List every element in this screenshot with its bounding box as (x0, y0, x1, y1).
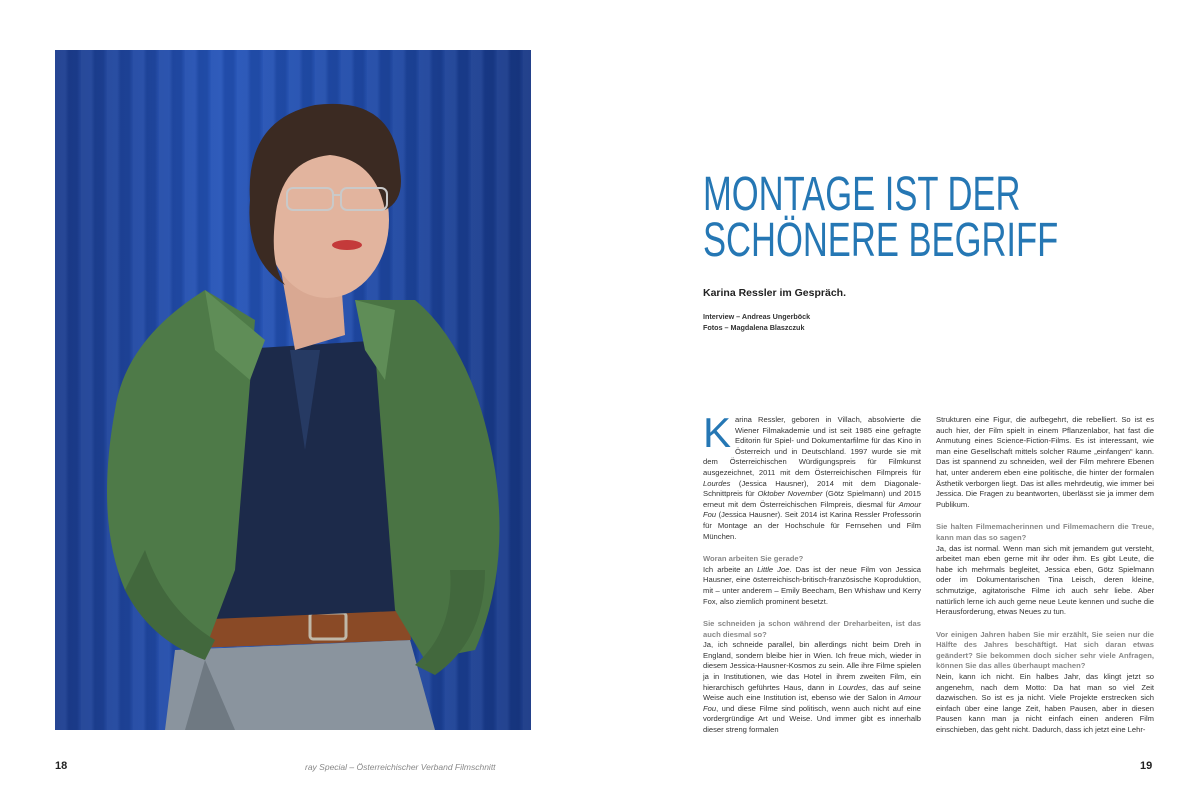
film-title: Amour Fou (703, 499, 921, 520)
answer-text: . Das ist der neue Film von Jessica Hausner, eine österreichisch-britisch-französische Koproduktion, mit – unter anderem – Emily Beecham, Ben Whishaw und Kerry Fox, also ziemlich prominent besetzt. (703, 564, 922, 606)
page-number-left: 18 (55, 760, 68, 772)
film-title: Amour Fou (703, 693, 921, 713)
portrait-illustration (55, 50, 531, 730)
continued-answer: Strukturen eine Figur, die aufbegehrt, die rebelliert. So ist es auch hier, der Film spielt in einem Pflanzenlabor, hat fast die Anmutung eines Science-Fiction-Films. Es ist interessant, wie man eine Gesellschaft mittels solcher Räume „einfangen“ kann. Das ist spannend zu schneiden, weil der Film mehrere Ebenen hat, unter anderem eben eine politische, die hinter der formalen Ästhetik verborgen liegt. Das ist alles mehrdeutig, wie immer bei Jessica. Die Fragen zu beantworten, überlässt sie ja immer dem Publikum. (936, 415, 1154, 509)
portrait-photo (55, 50, 531, 730)
interview-question: Woran arbeiten Sie gerade? (703, 554, 804, 564)
answer-text: Ich arbeite an (703, 564, 758, 574)
answer-text: Ja, ich schneide parallel, bin allerdings nicht beim Dreh in England, sondern bleibe hier in Wien. Ich freue mich, wieder in diesem Jessica-Hausner-Kosmos zu sein. Alle ihre Filme spielen ja in Institutionen, wie das Hotel in ihrem zweiten Film, ein hierarchisch geführtes Haus, dann in (703, 640, 921, 692)
headline-line-1: MONTAGE IST DER (703, 168, 1021, 221)
page-number-right: 19 (1140, 760, 1153, 772)
article-subtitle: Karina Ressler im Gespräch. (703, 287, 846, 299)
interview-question: Vor einigen Jahren haben Sie mir erzählt, Sie seien nur die Hälfte des Jahres beschäftigt. Hat sich daran etwas geändert? Sie bekommen doch sicher sehr viele Anfragen, können Sie das alles überhaupt machen? (936, 629, 1154, 671)
interview-credit: Interview – Andreas Ungerböck (703, 312, 811, 321)
intro-text: arina Ressler, geboren in Villach, absolvierte die Wiener Filmakademie und ist seit 1985 eine gefragte Editorin für Spiel- und Dokumentarfilme für das Kino in Österreich und in Deutschland. 1997 wurde sie mit dem Österreichischen Würdigungspreis für Filmkunst ausgezeichnet, 2011 mit dem Österreichischen Filmpreis für (703, 415, 921, 477)
film-title: Lourdes (838, 682, 866, 692)
article-credits (703, 311, 810, 333)
dropcap: K (703, 409, 732, 456)
interview-answer: Ja, das ist normal. Wenn man sich mit jemandem gut versteht, arbeitet man eben gerne mit ihr oder ihm. Es gibt Leute, die habe ich mehrmals begleitet, Jessica eben, Götz Spielmann oder im Dokumentarischen Tina Leisch, deren kleine, schmutzige, agitatorische Filme ich auch sehr liebe. Aber natürlich lerne ich auch gerne neue Leute kennen und suche die Herausforderung, etwas Neues zu tun. (936, 543, 1154, 617)
intro-paragraph (703, 409, 921, 542)
headline-line-2: SCHÖNERE BEGRIFF (703, 214, 1059, 267)
intro-text: (Götz Spielmann) und 2015 erneut mit dem Österreichischen Filmpreis, diesmal für (703, 489, 921, 509)
interview-answer: Nein, kann ich nicht. Ein halbes Jahr, das klingt jetzt so angenehm, nach dem Motto: Da hat man so viel Zeit dazwischen. So ist es ja nicht. Viele Projekte erstrecken sich einfach über eine lange Zeit, haben Pausen, aber in diesen Pausen kann man ja nicht einfach einen anderen Film einschieben, das geht nicht. Dadurch, dass ich jetzt eine Lehr- (936, 672, 1154, 735)
intro-text: (Jessica Hausner). Seit 2014 ist Karina Ressler Professorin für Montage an der Hochschule für Fernsehen und Film München. (703, 510, 921, 541)
interview-answer (703, 640, 921, 735)
photo-credit: Fotos – Magdalena Blaszczuk (703, 323, 805, 332)
publication-footer: ray Special – Österreichischer Verband Filmschnitt (305, 762, 496, 772)
answer-text: , das auf seine Weise auch eine Institution ist, ebenso wie der Salon in (703, 682, 921, 703)
text-column-1 (703, 409, 922, 736)
intro-text: (Jessica Hausner), 2014 mit dem Diagonale-Schnittpreis für (703, 478, 921, 499)
film-title: Oktober November (757, 489, 823, 499)
interview-question: Sie halten Filmemacherinnen und Filmemachern die Treue, kann man das so sagen? (936, 522, 1154, 542)
interview-answer (703, 565, 921, 607)
film-title: Little Joe (757, 564, 790, 574)
interview-question: Sie schneiden ja schon während der Dreharbeiten, ist das auch diesmal so? (703, 619, 921, 639)
answer-text: , und diese Filme sind politisch, wenn auch nicht auf eine vordergründige Art und Weise. Und immer gibt es innerhalb dieser streng formalen (703, 703, 921, 735)
film-title: Lourdes (703, 478, 731, 488)
text-column-2 (936, 415, 1154, 736)
article-headline (703, 168, 1059, 267)
